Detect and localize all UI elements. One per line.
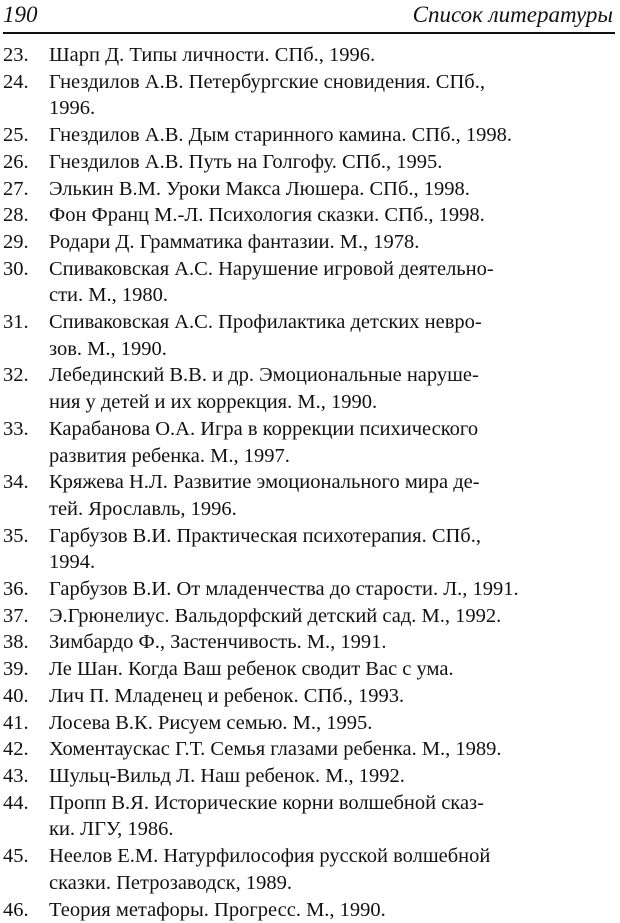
reference-item (3, 69, 609, 122)
reference-text-line: Шарп Д. Типы личности. СПб., 1996. (49, 42, 609, 69)
reference-item (3, 122, 609, 149)
reference-text-line: Гнездилов А.В. Путь на Голгофу. СПб., 1995. (49, 149, 609, 176)
reference-text-line: Ле Шан. Когда Ваш ребенок сводит Вас с ума. (49, 656, 609, 683)
reference-number: 44. (3, 790, 29, 817)
reference-text-line: Гарбузов В.И. От младенчества до старости. Л., 1991. (49, 576, 609, 603)
reference-number: 45. (3, 843, 29, 870)
reference-number: 25. (3, 122, 29, 149)
reference-number: 33. (3, 416, 29, 443)
reference-text-line: Хоментаускас Г.Т. Семья глазами ребенка. М., 1989. (49, 736, 609, 763)
reference-item (3, 256, 609, 309)
reference-item (3, 176, 609, 203)
reference-number: 43. (3, 763, 29, 790)
reference-item (3, 710, 609, 737)
reference-text-line: Родари Д. Грамматика фантазии. М., 1978. (49, 229, 609, 256)
reference-item (3, 362, 609, 415)
page-number: 190 (3, 0, 38, 30)
reference-item (3, 202, 609, 229)
reference-text-line: ния у детей и их коррекция. М., 1990. (49, 389, 609, 416)
reference-number: 39. (3, 656, 29, 683)
reference-text-line: 1994. (49, 549, 609, 576)
reference-number: 23. (3, 42, 29, 69)
reference-text-line: сказки. Петрозаводск, 1989. (49, 870, 609, 897)
reference-number: 24. (3, 69, 29, 96)
reference-number: 40. (3, 683, 29, 710)
reference-text-line: Пропп В.Я. Исторические корни волшебной сказ- (49, 790, 609, 817)
reference-text-line: Элькин В.М. Уроки Макса Люшера. СПб., 1998. (49, 176, 609, 203)
reference-text-line: Карабанова О.А. Игра в коррекции психического (49, 416, 609, 443)
reference-text-line: Кряжева Н.Л. Развитие эмоционального мира де- (49, 469, 609, 496)
reference-text-line: Гарбузов В.И. Практическая психотерапия. СПб., (49, 523, 609, 550)
reference-text-line: ки. ЛГУ, 1986. (49, 816, 609, 843)
reference-text-line: Фон Франц М.-Л. Психология сказки. СПб., 1998. (49, 202, 609, 229)
running-title: Список литературы (413, 0, 613, 30)
reference-text-line: Лосева В.К. Рисуем семью. М., 1995. (49, 710, 609, 737)
reference-text-line: тей. Ярославль, 1996. (49, 496, 609, 523)
reference-text-line: Э.Грюнелиус. Вальдорфский детский сад. М., 1992. (49, 603, 609, 630)
reference-item (3, 42, 609, 69)
reference-text-line: Неелов Е.М. Натурфилософия русской волшебной (49, 843, 609, 870)
reference-text-line: Зимбардо Ф., Застенчивость. М., 1991. (49, 629, 609, 656)
reference-text-line: Гнездилов А.В. Петербургские сновидения. СПб., (49, 69, 609, 96)
reference-item (3, 309, 609, 362)
reference-number: 32. (3, 362, 29, 389)
reference-item (3, 576, 609, 603)
reference-number: 46. (3, 897, 29, 923)
reference-item (3, 629, 609, 656)
reference-number: 31. (3, 309, 29, 336)
reference-number: 37. (3, 603, 29, 630)
reference-number: 35. (3, 523, 29, 550)
reference-item (3, 603, 609, 630)
reference-text-line: Шульц-Вильд Л. Наш ребенок. М., 1992. (49, 763, 609, 790)
reference-text-line: Лебединский В.В. и др. Эмоциональные наруше- (49, 362, 609, 389)
reference-item (3, 656, 609, 683)
reference-number: 41. (3, 710, 29, 737)
reference-text-line: 1996. (49, 95, 609, 122)
reference-number: 29. (3, 229, 29, 256)
reference-number: 30. (3, 256, 29, 283)
bibliography-list (3, 42, 609, 923)
reference-text-line: Теория метафоры. Прогресс. М., 1990. (49, 897, 609, 923)
reference-text-line: сти. М., 1980. (49, 282, 609, 309)
reference-text-line: Спиваковская А.С. Профилактика детских невро- (49, 309, 609, 336)
reference-number: 42. (3, 736, 29, 763)
reference-number: 27. (3, 176, 29, 203)
reference-text-line: Гнездилов А.В. Дым старинного камина. СПб., 1998. (49, 122, 609, 149)
reference-item (3, 763, 609, 790)
reference-text-line: Спиваковская А.С. Нарушение игровой деятельно- (49, 256, 609, 283)
reference-number: 36. (3, 576, 29, 603)
reference-number: 34. (3, 469, 29, 496)
reference-text-line: развития ребенка. М., 1997. (49, 443, 609, 470)
reference-item (3, 229, 609, 256)
reference-item (3, 843, 609, 896)
reference-item (3, 416, 609, 469)
reference-number: 38. (3, 629, 29, 656)
reference-number: 28. (3, 202, 29, 229)
reference-number: 26. (3, 149, 29, 176)
reference-item (3, 149, 609, 176)
reference-item (3, 897, 609, 923)
reference-item (3, 683, 609, 710)
page-header (3, 0, 615, 34)
reference-item (3, 469, 609, 522)
reference-text-line: зов. М., 1990. (49, 336, 609, 363)
reference-item (3, 790, 609, 843)
reference-text-line: Лич П. Младенец и ребенок. СПб., 1993. (49, 683, 609, 710)
reference-item (3, 736, 609, 763)
reference-item (3, 523, 609, 576)
